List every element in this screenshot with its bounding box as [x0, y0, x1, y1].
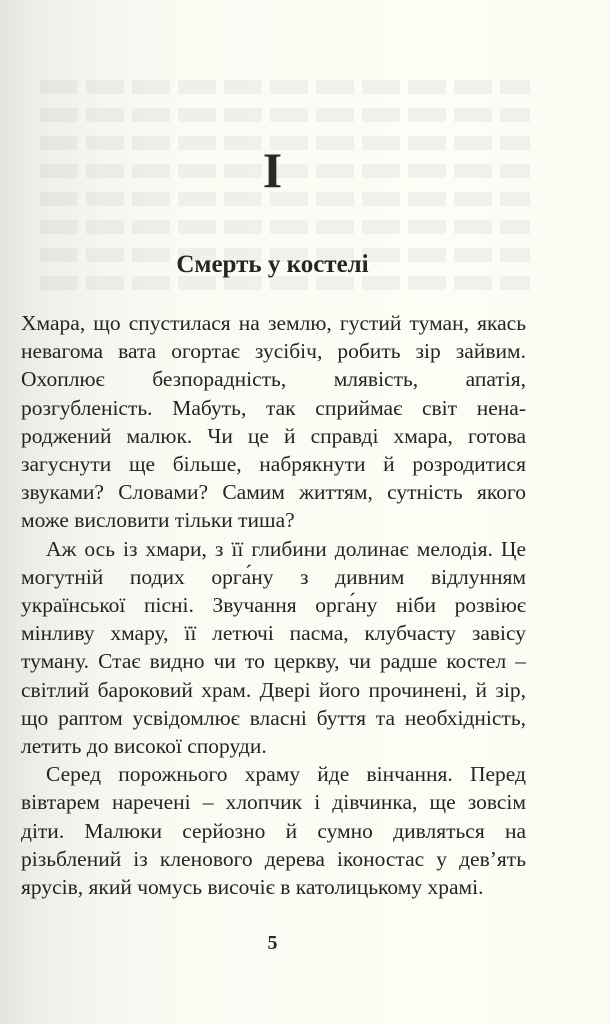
paragraph-2: Аж ось із хмари, з її глибини долинає мелодія. Це могутній подих орга́ну з дивним відлунням української пісні. Звучання орга́ну ніби розвіює мінливу хмару, її летючі пасма, клубчасту завісу туману. Стає видно чи то церкву, чи радше костел – світлий бароковий храм. Двері його прочинені, й зір, що раптом усвідомлює власні буття та необхідність, летить до високої споруди.: [21, 536, 526, 759]
chapter-number: I: [262, 142, 283, 198]
body-text: [21, 309, 526, 901]
page-number: 5: [267, 932, 278, 954]
paragraph-1: Хмара, що спустилася на землю, густий туман, якась невагома вата огортає зусібіч, робить зір зайвим. Охоплює безпорадність, млявість, апатія, розгубленість. Мабуть, так сприймає світ ненароджений малюк. Чи це й справді хмара, готова загуснути ще більше, набрякнути й розродитися звуками? Словами? Самим життям, сутність якого може висловити тільки тиша?: [21, 311, 526, 533]
chapter-title: Смерть у костелі: [176, 251, 369, 278]
paragraph-3: Серед порожнього храму йде вінчання. Перед вівтарем наречені – хлопчик і дівчинка, ще зовсім діти. Малюки серйозно й сумно дивляться на різьблений із кленового дерева іконостас у дев’ять ярусів, який чомусь височіє в католицькому храмі.: [21, 762, 526, 900]
